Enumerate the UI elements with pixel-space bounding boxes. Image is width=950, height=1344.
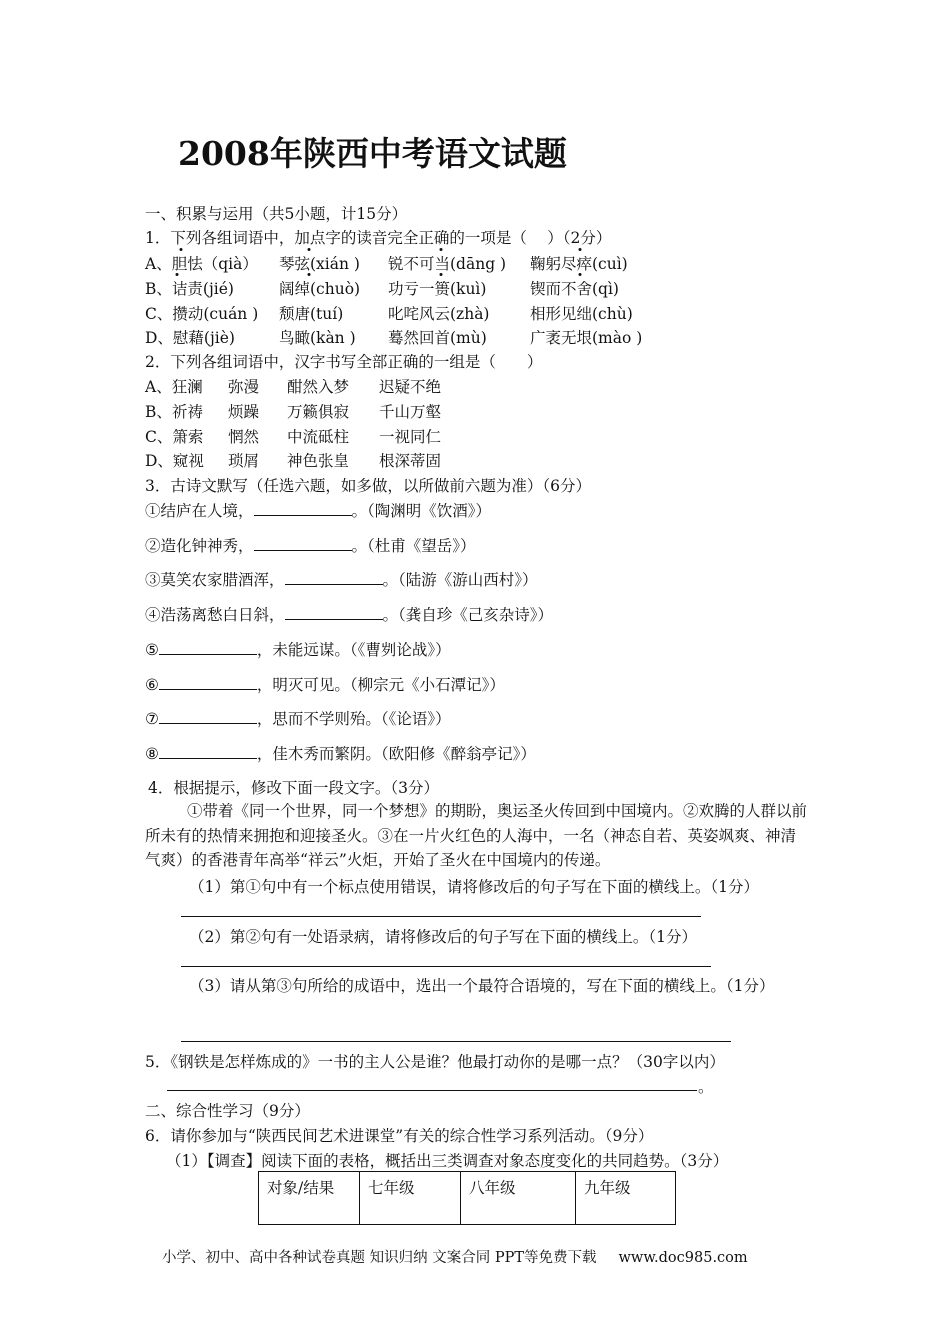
footer-text: 小学、初中、高中各种试卷真题 知识归纳 文案合同 PPT等免费下载 xyxy=(162,1250,597,1266)
q2-option-c-3: 中流砥柱 xyxy=(287,428,350,446)
q2-stem: 2．下列各组词语中，汉字书写全部正确的一组是（ ） xyxy=(145,353,543,371)
section-2-heading: 二、综合性学习（9分） xyxy=(145,1102,310,1120)
q1-option-d-2: 鸟瞰(kàn ) xyxy=(279,329,356,347)
answer-line[interactable] xyxy=(167,1090,697,1091)
footer-url[interactable]: www.doc985.com xyxy=(618,1250,748,1266)
q1-option-a-3: 锐不可当(dāng ) xyxy=(388,255,507,273)
answer-blank[interactable] xyxy=(285,570,383,585)
q3-item-6: ⑥ ，明灭可见。（柳宗元《小石潭记》） xyxy=(145,676,505,694)
table-header-cell: 九年级 xyxy=(576,1172,676,1225)
q6-sub-1: （1）【调查】阅读下面的表格，概括出三类调查对象态度变化的共同趋势。（3分） xyxy=(166,1152,729,1170)
page-footer xyxy=(162,1246,748,1267)
q2-option-a-2: 弥漫 xyxy=(228,378,260,396)
q6-stem: 6．请你参加与“陕西民间艺术进课堂”有关的综合性学习系列活动。（9分） xyxy=(145,1127,654,1145)
survey-table xyxy=(258,1171,676,1225)
answer-blank[interactable] xyxy=(159,640,257,655)
q5-stem: 5．《钢铁是怎样炼成的》一书的主人公是谁？他最打动你的是哪一点？（30字以内） xyxy=(145,1053,725,1071)
q1-option-a-2: 琴弦(xián ) xyxy=(279,255,360,273)
q3-item-7: ⑦ ，思而不学则殆。（《论语》） xyxy=(145,710,451,728)
page-title: 2008年陕西中考语文试题 xyxy=(178,134,567,173)
answer-line[interactable] xyxy=(181,916,701,917)
q2-option-d-4: 根深蒂固 xyxy=(379,452,442,470)
q3-stem: 3．古诗文默写（任选六题，如多做，以所做前六题为准）（6分） xyxy=(145,477,591,495)
q1-option-b-4: 锲而不舍(qì) xyxy=(530,280,619,298)
q3-item-3: ③莫笑农家腊酒浑， 。（陆游《游山西村》） xyxy=(145,571,538,589)
answer-line[interactable] xyxy=(181,1041,731,1042)
q4-sub-1: （1）第①句中有一个标点使用错误，请将修改后的句子写在下面的横线上。（1分） xyxy=(189,878,759,896)
q2-option-a-1: A、狂澜 xyxy=(145,378,203,396)
answer-line[interactable] xyxy=(181,966,711,967)
q2-option-b-1: B、祈祷 xyxy=(145,403,203,421)
q1-option-a-4: 鞠躬尽瘁(cuì) xyxy=(530,255,628,273)
answer-blank[interactable] xyxy=(159,709,257,724)
q2-option-c-1: C、箫索 xyxy=(145,428,204,446)
q2-option-d-1: D、窥视 xyxy=(145,452,204,470)
section-1-heading: 一、积累与运用（共5小题，计15分） xyxy=(145,205,408,223)
q1-option-a-1: A、胆怯（qià） xyxy=(145,255,258,273)
answer-blank[interactable] xyxy=(254,536,352,551)
q1-option-c-4: 相形见绌(chù) xyxy=(530,305,633,323)
q2-option-b-4: 千山万壑 xyxy=(379,403,442,421)
q1-option-b-1: B、诘责(jié) xyxy=(145,280,234,298)
table-header-cell: 七年级 xyxy=(360,1172,461,1225)
q1-option-d-4: 广袤无垠(mào ) xyxy=(530,329,643,347)
q4-sub-3: （3）请从第③句所给的成语中，选出一个最符合语境的，写在下面的横线上。（1分） xyxy=(189,977,775,995)
q4-stem: 4．根据提示，修改下面一段文字。（3分） xyxy=(148,779,439,797)
q3-item-4: ④浩荡离愁白日斜， 。（龚自珍《己亥杂诗》） xyxy=(145,606,554,624)
table-header-cell: 对象/结果 xyxy=(259,1172,360,1225)
q1-option-c-2: 颓唐(tuí) xyxy=(279,305,344,323)
q2-option-c-2: 惘然 xyxy=(228,428,260,446)
q3-item-5: ⑤ ，未能远谋。（《曹刿论战》） xyxy=(145,641,451,659)
table-header-cell: 八年级 xyxy=(461,1172,576,1225)
answer-blank[interactable] xyxy=(159,744,257,759)
answer-blank[interactable] xyxy=(285,605,383,620)
q2-option-b-3: 万籁俱寂 xyxy=(287,403,350,421)
q1-option-c-1: C、攒动(cuán ) xyxy=(145,305,259,323)
q1-stem: 1．下列各组词语中，加点字的读音完全正确的一项是（ ）（2分） xyxy=(145,229,612,247)
q2-option-a-4: 迟疑不绝 xyxy=(379,378,442,396)
q1-option-c-3: 叱咤风云(zhà) xyxy=(388,305,490,323)
q3-item-8: ⑧ ，佳木秀而繁阴。（欧阳修《醉翁亭记》） xyxy=(145,745,536,763)
q1-option-d-1: D、慰藉(jiè) xyxy=(145,329,235,347)
answer-blank[interactable] xyxy=(254,501,352,516)
q2-option-d-3: 神色张皇 xyxy=(287,452,350,470)
q3-item-2: ②造化钟神秀， 。（杜甫《望岳》） xyxy=(145,537,476,555)
q1-option-b-2: 阔绰(chuò) xyxy=(279,280,361,298)
q2-option-a-3: 酣然入梦 xyxy=(287,378,350,396)
q4-passage: ①带着《同一个世界，同一个梦想》的期盼，奥运圣火传回到中国境内。②欢腾的人群以前所未有的热情来拥抱和迎接圣火。③在一片火红色的人海中，一名（神态自若、英姿飒爽、神清气爽）的香港青年高举“祥云”火炬，开始了圣火在中国境内的传递。 xyxy=(145,802,808,869)
q3-item-1: ①结庐在人境， 。（陶渊明《饮酒》） xyxy=(145,502,492,520)
q2-option-c-4: 一视同仁 xyxy=(379,428,442,446)
q2-option-d-2: 琐屑 xyxy=(228,452,260,470)
answer-blank[interactable] xyxy=(159,675,257,690)
q4-sub-2: （2）第②句有一处语录病，请将修改后的句子写在下面的横线上。（1分） xyxy=(189,928,697,946)
q1-option-b-3: 功亏一篑(kuì) xyxy=(388,280,487,298)
q5-end-mark: 。 xyxy=(698,1078,714,1096)
q1-option-d-3: 蓦然回首(mù) xyxy=(388,329,487,347)
table-row xyxy=(259,1172,676,1225)
q2-option-b-2: 烦躁 xyxy=(228,403,260,421)
